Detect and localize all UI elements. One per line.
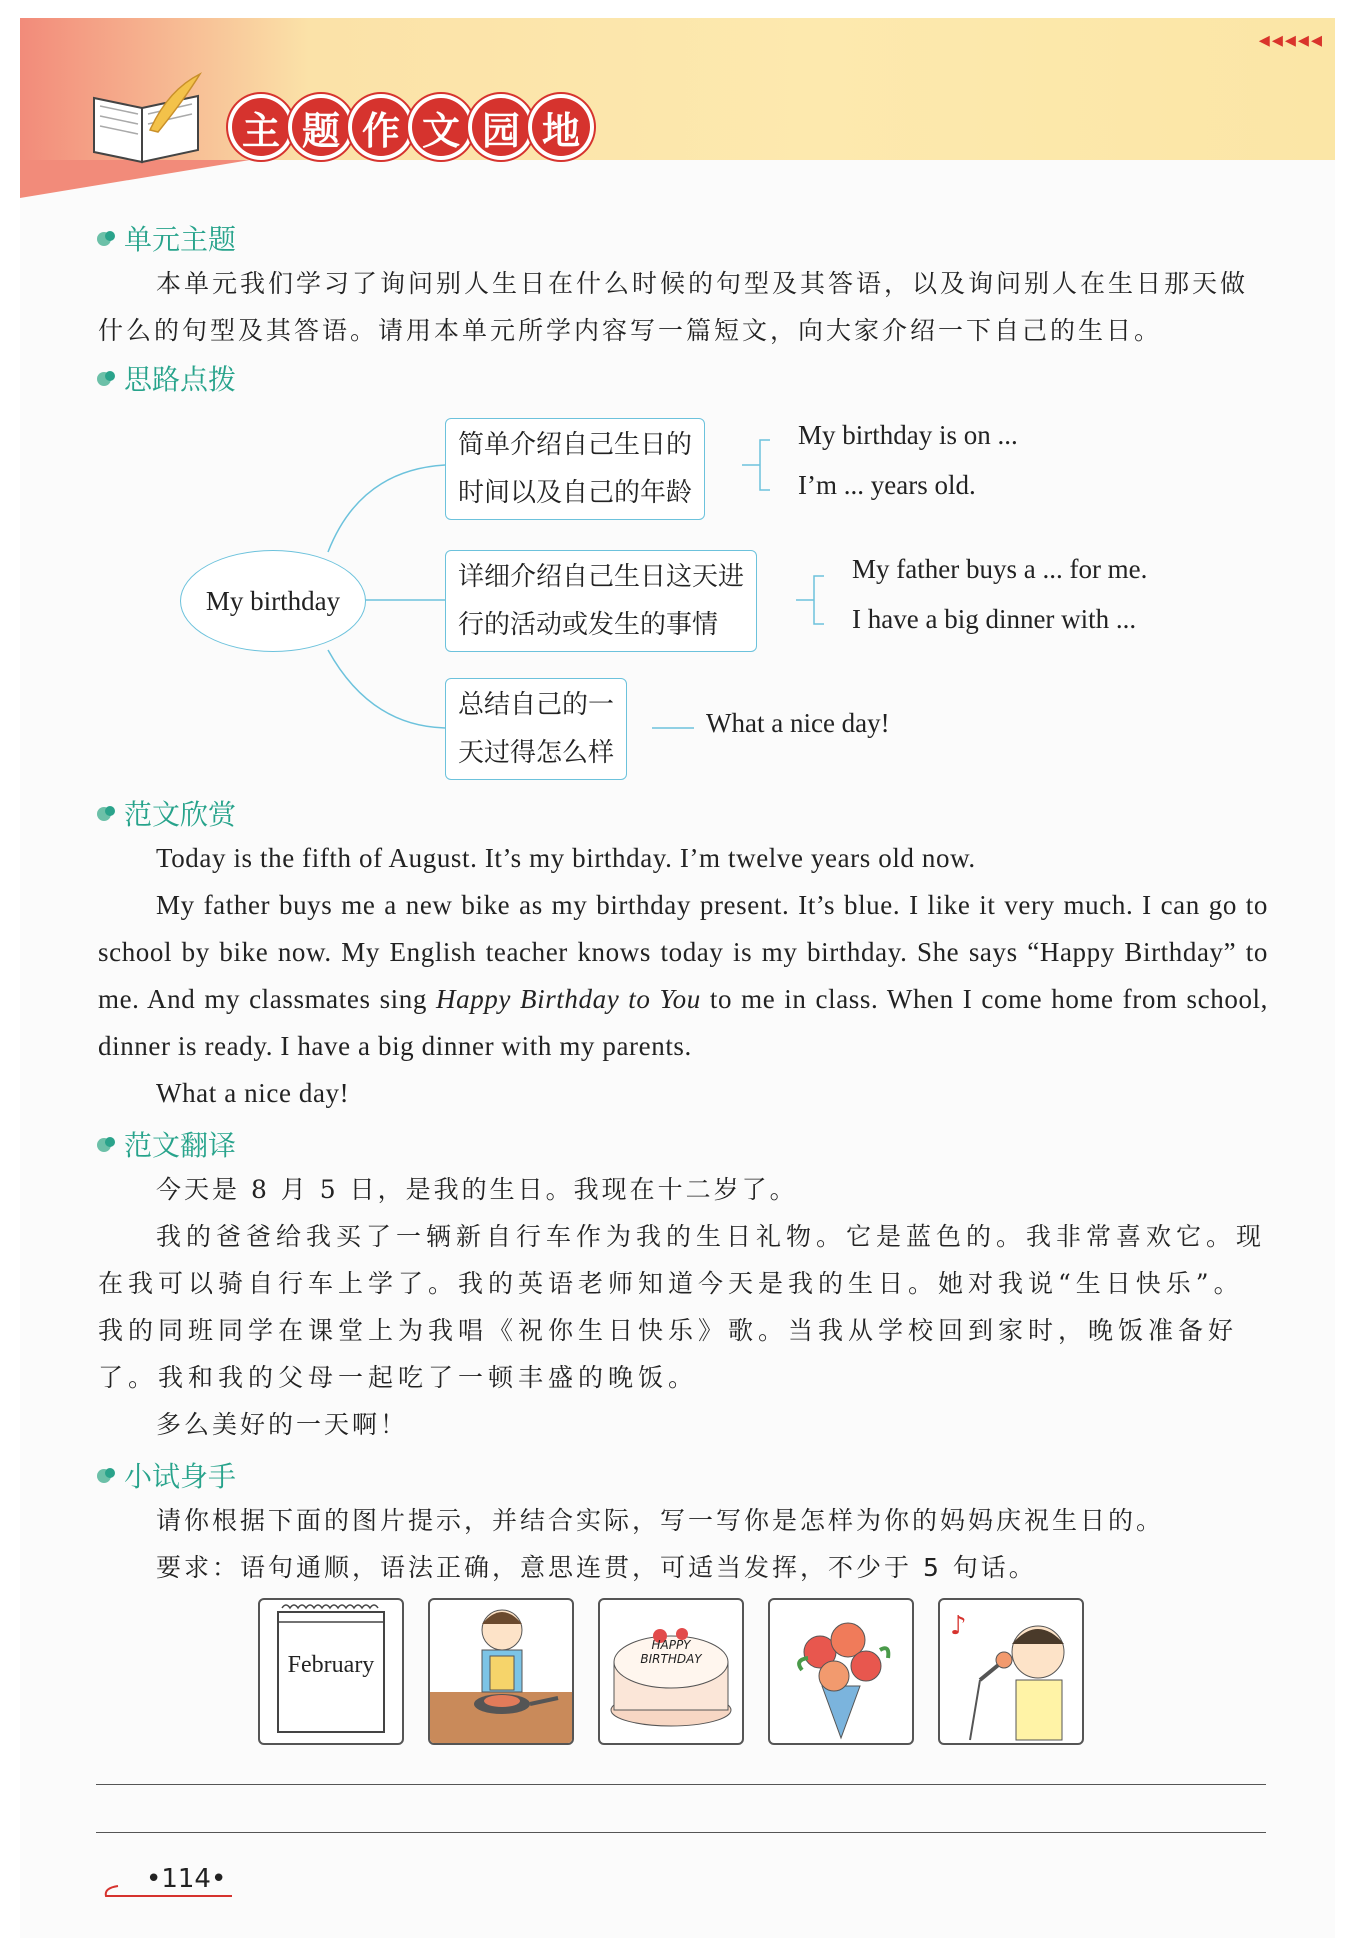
mindmap-box-line: 简单介绍自己生日的 [458, 430, 693, 460]
title-char: 题 [292, 98, 350, 156]
leaf-bullet-icon [96, 368, 116, 388]
writing-line [96, 1784, 1266, 1785]
section-unit-theme [96, 218, 236, 258]
title-char: 主 [232, 98, 290, 156]
section-model-essay [96, 793, 236, 833]
flowers-picture [768, 1598, 914, 1745]
essay-paragraph-3: What a nice day! [156, 1078, 350, 1108]
leaf-bullet-icon [96, 803, 116, 823]
header-banner [20, 18, 1335, 160]
calendar-picture [258, 1598, 404, 1745]
section-title: 小试身手 [124, 1460, 237, 1493]
flower-bouquet-icon [770, 1600, 912, 1743]
song-title: Happy Birthday to You [436, 984, 701, 1014]
translation-paragraph-1: 今天是 8 月 5 日，是我的生日。我现在十二岁了。 [156, 1175, 798, 1204]
unit-theme-text: 本单元我们学习了询问别人生日在什么时候的句型及其答语，以及询问别人在生日那天做什么的句型及其答语。请用本单元所学内容写一篇短文，向大家介绍一下自己的生日。 [98, 269, 1249, 345]
mindmap-box-line: 天过得怎么样 [458, 738, 615, 768]
mindmap-center: My birthday [180, 550, 366, 652]
boy-singing-icon [940, 1600, 1082, 1743]
cooking-picture [428, 1598, 574, 1745]
mindmap-sentence: I have a big dinner with ... [852, 604, 1137, 634]
practice-requirement: 要求：语句通顺，语法正确，意思连贯，可适当发挥，不少于 5 句话。 [156, 1553, 1037, 1582]
essay-text: to me in class. When I come home from school, dinner is ready. I have a big dinner with my parents. [98, 984, 1268, 1061]
practice-instruction: 请你根据下面的图片提示，并结合实际，写一写你是怎样为你的妈妈庆祝生日的。 [156, 1506, 1165, 1535]
section-translation [96, 1124, 236, 1164]
mindmap-box-line: 时间以及自己的年龄 [458, 478, 693, 508]
singing-picture [938, 1598, 1084, 1745]
section-practice [96, 1455, 236, 1495]
mindmap-box-line: 总结自己的一 [458, 690, 615, 720]
mindmap-box-3 [445, 678, 627, 780]
picture-prompts [258, 1598, 1084, 1745]
mindmap-sentence: My father buys a ... for me. [852, 554, 1148, 584]
title-char: 地 [532, 98, 590, 156]
mindmap-box-2 [445, 550, 757, 652]
title-char: 文 [412, 98, 470, 156]
mindmap-sentence: My birthday is on ... [798, 420, 1018, 450]
section-title: 范文欣赏 [124, 798, 237, 831]
translation-paragraph-2: 我的爸爸给我买了一辆新自行车作为我的生日礼物。它是蓝色的。我非常喜欢它。现在我可以骑自行车上学了。我的英语老师知道今天是我的生日。她对我说“生日快乐”。我的同班同学在课堂上为我唱《祝你生日快乐》歌。当我从学校回到家时，晚饭准备好了。我和我的父母一起吃了一顿丰盛的晚饭。 [98, 1222, 1267, 1392]
section-ideas [96, 358, 236, 398]
essay-paragraph-2 [98, 882, 1268, 1070]
mindmap-box-line: 行的活动或发生的事情 [458, 610, 719, 640]
section-title: 范文翻译 [124, 1129, 237, 1162]
page-title [232, 98, 590, 156]
open-book-icon [88, 70, 206, 165]
section-title: 思路点拨 [124, 363, 237, 396]
page-number: •114• [146, 1864, 227, 1894]
writing-line [96, 1832, 1266, 1833]
leaf-bullet-icon [96, 1465, 116, 1485]
mindmap-box-line: 详细介绍自己生日这天进 [458, 562, 745, 592]
title-char: 作 [352, 98, 410, 156]
leaf-bullet-icon [96, 1134, 116, 1154]
cake-text-2: BIRTHDAY [640, 1652, 702, 1666]
section-title: 单元主题 [124, 223, 237, 256]
translation-paragraph-3: 多么美好的一天啊！ [156, 1410, 409, 1439]
cake-picture [598, 1598, 744, 1745]
header-wedge [20, 160, 250, 198]
mindmap-sentence: I’m ... years old. [798, 470, 976, 500]
leaf-bullet-icon [96, 228, 116, 248]
mindmap-sentence: What a nice day! [706, 708, 890, 738]
svg-text:♪: ♪ [950, 1611, 967, 1641]
calendar-label: February [287, 1652, 375, 1678]
title-char: 园 [472, 98, 530, 156]
boy-cooking-icon [430, 1600, 572, 1743]
cake-text-1: HAPPY [651, 1638, 691, 1652]
arrows-decoration: ◂◂◂◂◂ [1258, 28, 1324, 53]
birthday-cake-icon [600, 1600, 742, 1743]
essay-text: My father buys me a new bike as my birthday present. It’s blue. I like it very much. I can go to school by bike now. My English teacher knows today is my birthday. She says “Happy Birthday” to me. And my classmates sing [98, 890, 1268, 1014]
mindmap-box-1 [445, 418, 705, 520]
essay-paragraph-1: Today is the fifth of August. It’s my birthday. I’m twelve years old now. [156, 843, 976, 873]
